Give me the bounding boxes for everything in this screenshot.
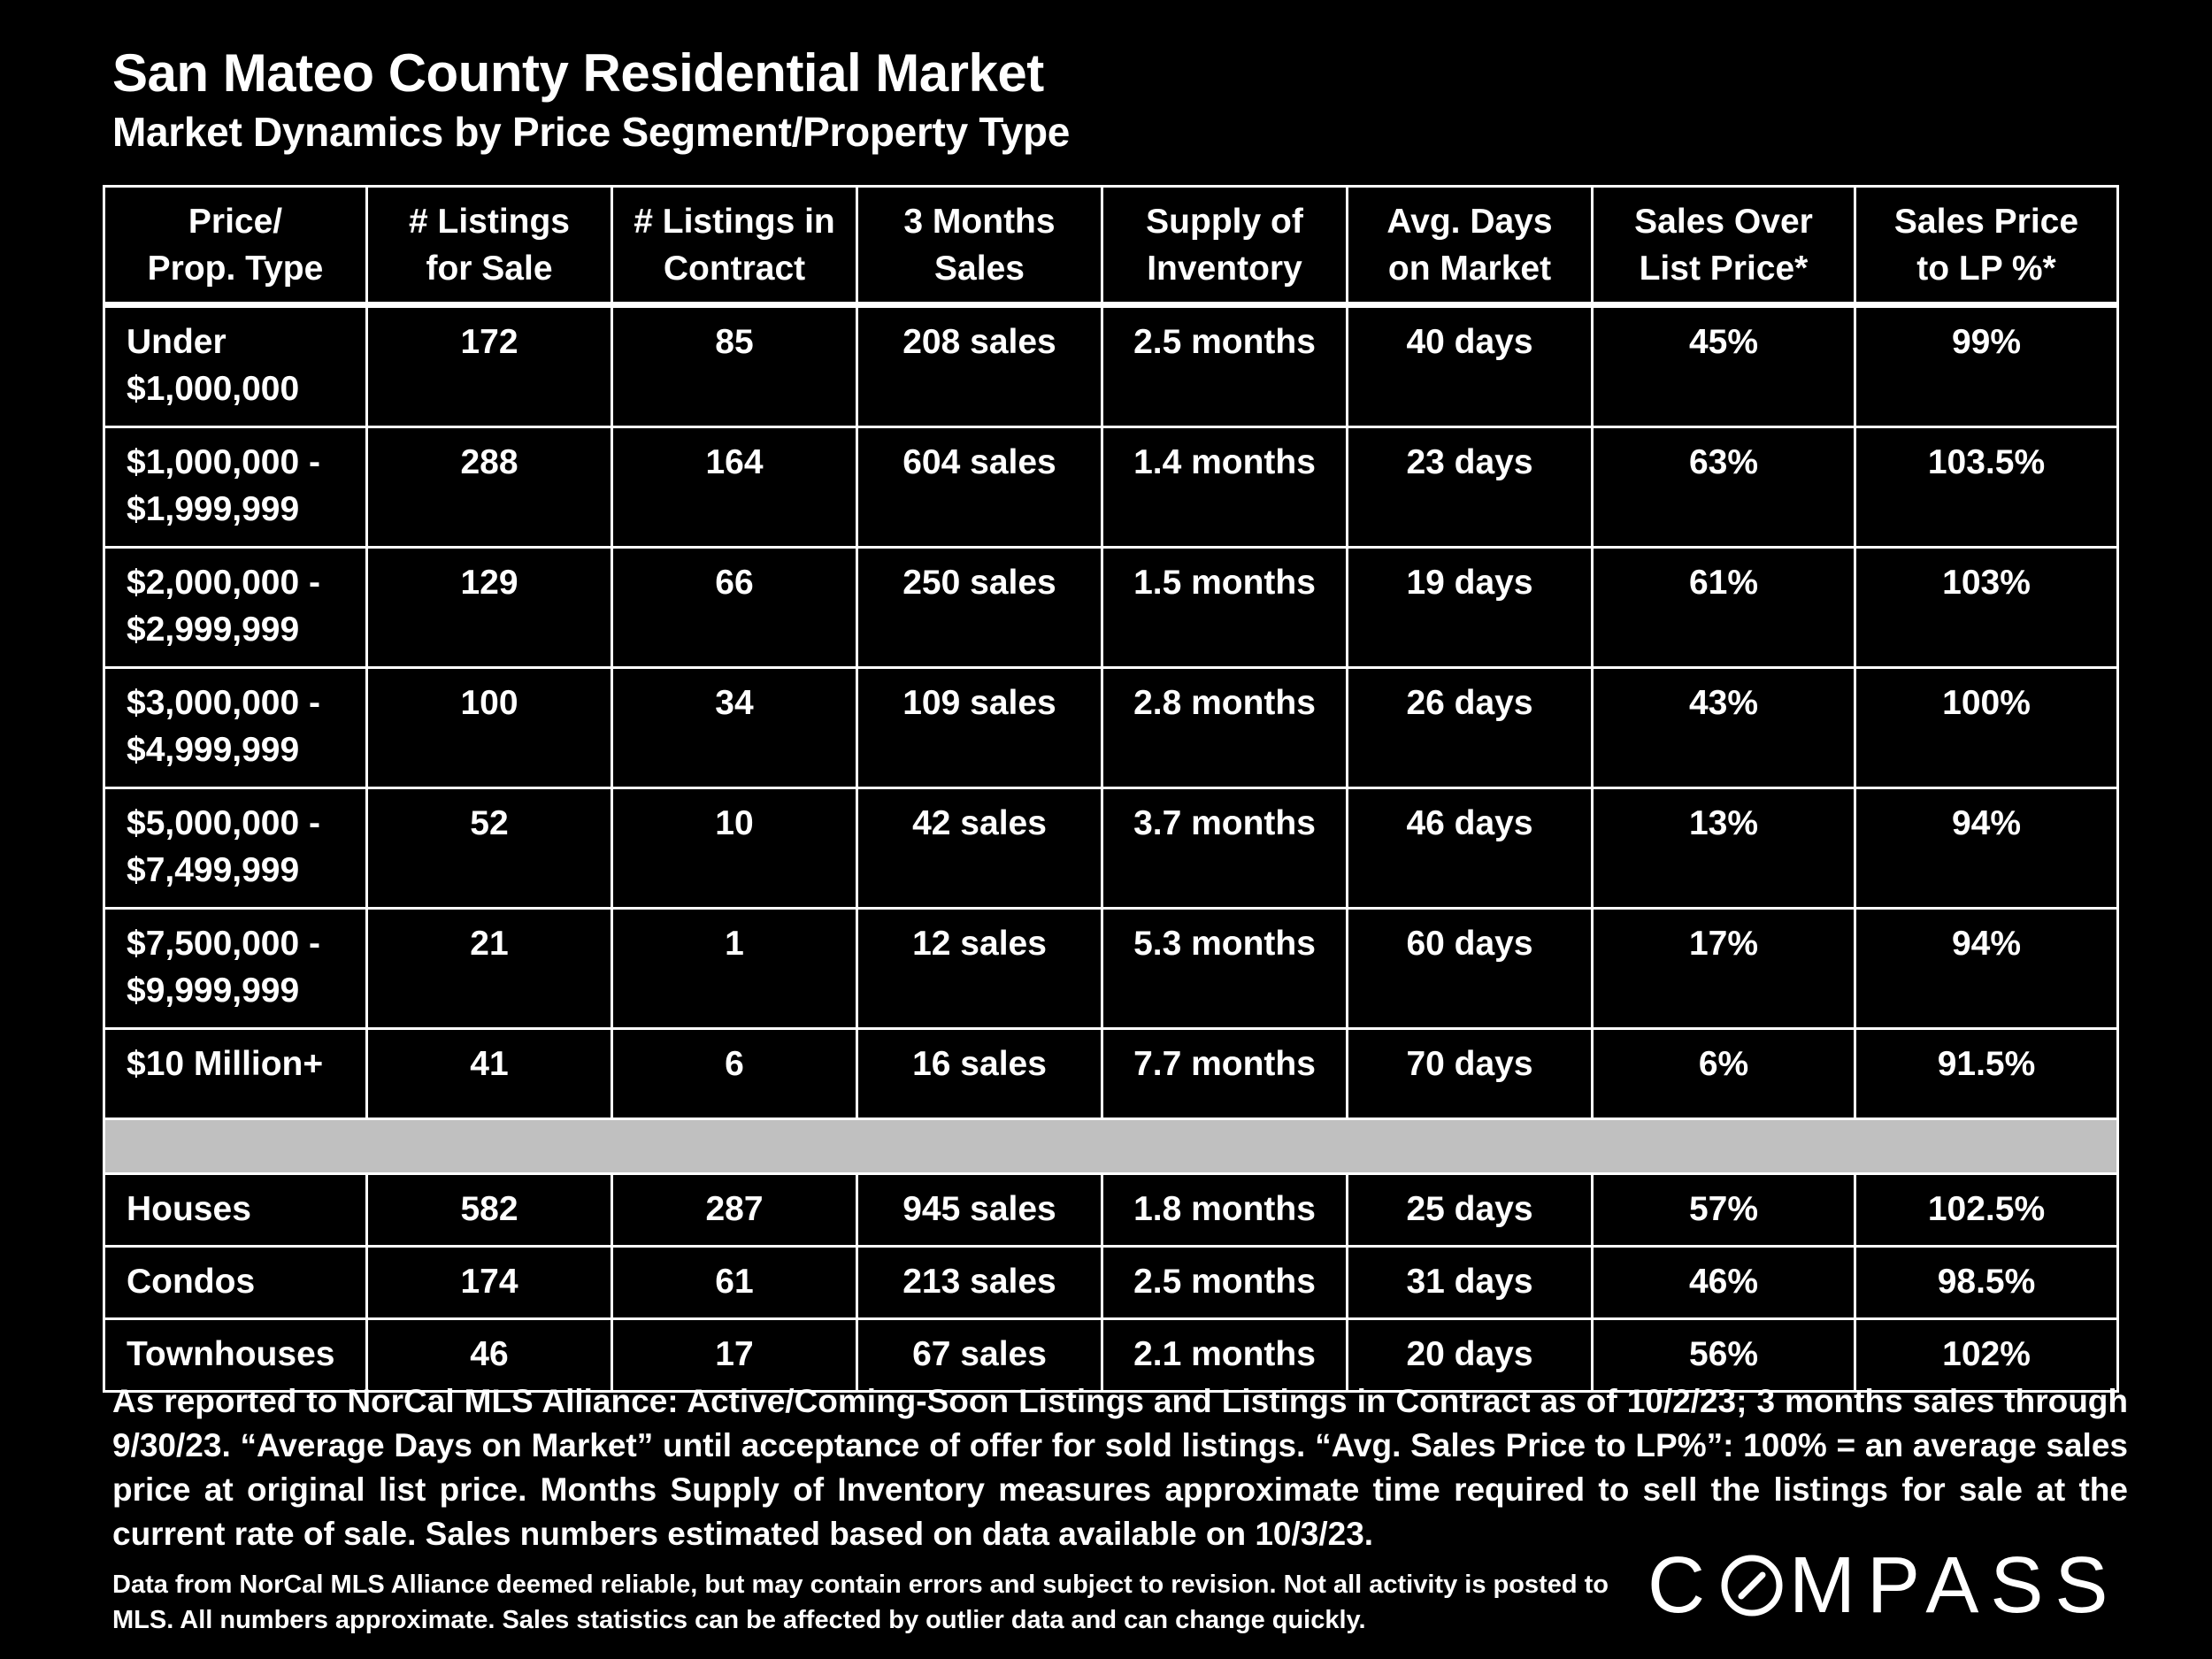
cell-price-type: $2,000,000 - $2,999,999: [104, 548, 367, 668]
cell-supply-of-inventory: 7.7 months: [1102, 1029, 1348, 1119]
cell-sales-over-list: 17%: [1593, 909, 1855, 1029]
cell-price-type: Condos: [104, 1247, 367, 1319]
cell-three-month-sales: 109 sales: [857, 668, 1102, 788]
cell-price-type: $3,000,000 - $4,999,999: [104, 668, 367, 788]
table-row-segment: [104, 909, 2118, 1029]
cell-listings-in-contract: 10: [612, 788, 857, 909]
logo-letter-c: C: [1647, 1540, 1717, 1630]
cell-three-month-sales: 16 sales: [857, 1029, 1102, 1119]
cell-listings-in-contract: 6: [612, 1029, 857, 1119]
cell-sales-price-to-lp: 103%: [1855, 548, 2118, 668]
cell-supply-of-inventory: 1.5 months: [1102, 548, 1348, 668]
cell-sales-over-list: 61%: [1593, 548, 1855, 668]
divider-cell: [104, 1119, 2118, 1174]
cell-three-month-sales: 250 sales: [857, 548, 1102, 668]
market-table: [103, 185, 2119, 1393]
table-row-property-type: [104, 1174, 2118, 1247]
table-row-segment: [104, 305, 2118, 427]
cell-listings-for-sale: 21: [367, 909, 612, 1029]
table-row-segment: [104, 427, 2118, 548]
cell-listings-for-sale: 100: [367, 668, 612, 788]
compass-o-icon: [1720, 1554, 1784, 1617]
cell-avg-days-on-market: 60 days: [1348, 909, 1593, 1029]
cell-sales-price-to-lp: 94%: [1855, 909, 2118, 1029]
table-row-segment: [104, 1029, 2118, 1119]
cell-listings-for-sale: 46: [367, 1319, 612, 1392]
cell-avg-days-on-market: 20 days: [1348, 1319, 1593, 1392]
cell-supply-of-inventory: 5.3 months: [1102, 909, 1348, 1029]
cell-supply-of-inventory: 2.1 months: [1102, 1319, 1348, 1392]
column-header-price-type: Price/ Prop. Type: [104, 187, 367, 305]
cell-listings-in-contract: 66: [612, 548, 857, 668]
cell-sales-price-to-lp: 103.5%: [1855, 427, 2118, 548]
column-header-sales-price-to-lp: Sales Price to LP %*: [1855, 187, 2118, 305]
page-title: San Mateo County Residential Market: [112, 43, 1044, 103]
cell-supply-of-inventory: 2.8 months: [1102, 668, 1348, 788]
cell-sales-price-to-lp: 102.5%: [1855, 1174, 2118, 1247]
cell-three-month-sales: 604 sales: [857, 427, 1102, 548]
cell-price-type: Under $1,000,000: [104, 305, 367, 427]
cell-three-month-sales: 208 sales: [857, 305, 1102, 427]
column-header-sales-over-list: Sales Over List Price*: [1593, 187, 1855, 305]
cell-listings-for-sale: 582: [367, 1174, 612, 1247]
column-header-supply-of-inventory: Supply of Inventory: [1102, 187, 1348, 305]
cell-avg-days-on-market: 26 days: [1348, 668, 1593, 788]
cell-sales-price-to-lp: 94%: [1855, 788, 2118, 909]
cell-listings-for-sale: 41: [367, 1029, 612, 1119]
cell-sales-over-list: 46%: [1593, 1247, 1855, 1319]
cell-avg-days-on-market: 40 days: [1348, 305, 1593, 427]
table-row-segment: [104, 668, 2118, 788]
cell-price-type: Houses: [104, 1174, 367, 1247]
cell-listings-in-contract: 164: [612, 427, 857, 548]
cell-price-type: $1,000,000 - $1,999,999: [104, 427, 367, 548]
column-header-three-month-sales: 3 Months Sales: [857, 187, 1102, 305]
cell-listings-for-sale: 172: [367, 305, 612, 427]
cell-listings-for-sale: 174: [367, 1247, 612, 1319]
cell-listings-in-contract: 1: [612, 909, 857, 1029]
table-row-segment: [104, 548, 2118, 668]
cell-supply-of-inventory: 2.5 months: [1102, 1247, 1348, 1319]
cell-listings-in-contract: 34: [612, 668, 857, 788]
cell-listings-for-sale: 288: [367, 427, 612, 548]
cell-price-type: $7,500,000 - $9,999,999: [104, 909, 367, 1029]
cell-price-type: Townhouses: [104, 1319, 367, 1392]
table-header-row: [104, 187, 2118, 305]
cell-three-month-sales: 67 sales: [857, 1319, 1102, 1392]
compass-logo: [1647, 1540, 2120, 1630]
cell-three-month-sales: 213 sales: [857, 1247, 1102, 1319]
data-disclaimer: Data from NorCal MLS Alliance deemed reliable, but may contain errors and subject to revision. Not all activity is posted to MLS. All numbers approximate. Sales statistics can be affected by outlier data and can change quickly.: [112, 1571, 1609, 1634]
cell-sales-over-list: 6%: [1593, 1029, 1855, 1119]
cell-sales-over-list: 57%: [1593, 1174, 1855, 1247]
cell-sales-price-to-lp: 98.5%: [1855, 1247, 2118, 1319]
cell-avg-days-on-market: 25 days: [1348, 1174, 1593, 1247]
cell-sales-price-to-lp: 102%: [1855, 1319, 2118, 1392]
cell-listings-for-sale: 52: [367, 788, 612, 909]
cell-avg-days-on-market: 46 days: [1348, 788, 1593, 909]
column-header-avg-days-on-market: Avg. Days on Market: [1348, 187, 1593, 305]
cell-avg-days-on-market: 23 days: [1348, 427, 1593, 548]
cell-sales-price-to-lp: 99%: [1855, 305, 2118, 427]
cell-three-month-sales: 945 sales: [857, 1174, 1102, 1247]
column-header-listings-for-sale: # Listings for Sale: [367, 187, 612, 305]
cell-three-month-sales: 42 sales: [857, 788, 1102, 909]
cell-supply-of-inventory: 1.4 months: [1102, 427, 1348, 548]
cell-listings-in-contract: 17: [612, 1319, 857, 1392]
page-subtitle: Market Dynamics by Price Segment/Property Type: [112, 109, 1071, 155]
cell-price-type: $5,000,000 - $7,499,999: [104, 788, 367, 909]
cell-supply-of-inventory: 2.5 months: [1102, 305, 1348, 427]
cell-avg-days-on-market: 31 days: [1348, 1247, 1593, 1319]
cell-supply-of-inventory: 3.7 months: [1102, 788, 1348, 909]
cell-sales-over-list: 56%: [1593, 1319, 1855, 1392]
cell-sales-over-list: 13%: [1593, 788, 1855, 909]
cell-listings-for-sale: 129: [367, 548, 612, 668]
cell-avg-days-on-market: 19 days: [1348, 548, 1593, 668]
cell-price-type: $10 Million+: [104, 1029, 367, 1119]
cell-sales-price-to-lp: 91.5%: [1855, 1029, 2118, 1119]
cell-listings-in-contract: 85: [612, 305, 857, 427]
cell-sales-over-list: 43%: [1593, 668, 1855, 788]
cell-sales-over-list: 45%: [1593, 305, 1855, 427]
cell-three-month-sales: 12 sales: [857, 909, 1102, 1029]
cell-sales-over-list: 63%: [1593, 427, 1855, 548]
cell-supply-of-inventory: 1.8 months: [1102, 1174, 1348, 1247]
cell-listings-in-contract: 61: [612, 1247, 857, 1319]
cell-listings-in-contract: 287: [612, 1174, 857, 1247]
cell-sales-price-to-lp: 100%: [1855, 668, 2118, 788]
table-divider-row: [104, 1119, 2118, 1174]
methodology-notes: As reported to NorCal MLS Alliance: Active/Coming-Soon Listings and Listings in Contract as of 10/2/23; 3 months sales through 9/30/23. “Average Days on Market” until acceptance of offer for sold listings. “Avg. Sales Price to LP%”: 100% = an average sales price at original list price. Months Supply of Inventory measures approximate time required to sell the listings for sale at the current rate of sale. Sales numbers estimated based on data available on 10/3/23.: [112, 1383, 2128, 1552]
column-header-listings-in-contract: # Listings in Contract: [612, 187, 857, 305]
cell-avg-days-on-market: 70 days: [1348, 1029, 1593, 1119]
table-row-property-type: [104, 1247, 2118, 1319]
logo-letters-mpass: MPASS: [1789, 1540, 2120, 1630]
table-row-segment: [104, 788, 2118, 909]
